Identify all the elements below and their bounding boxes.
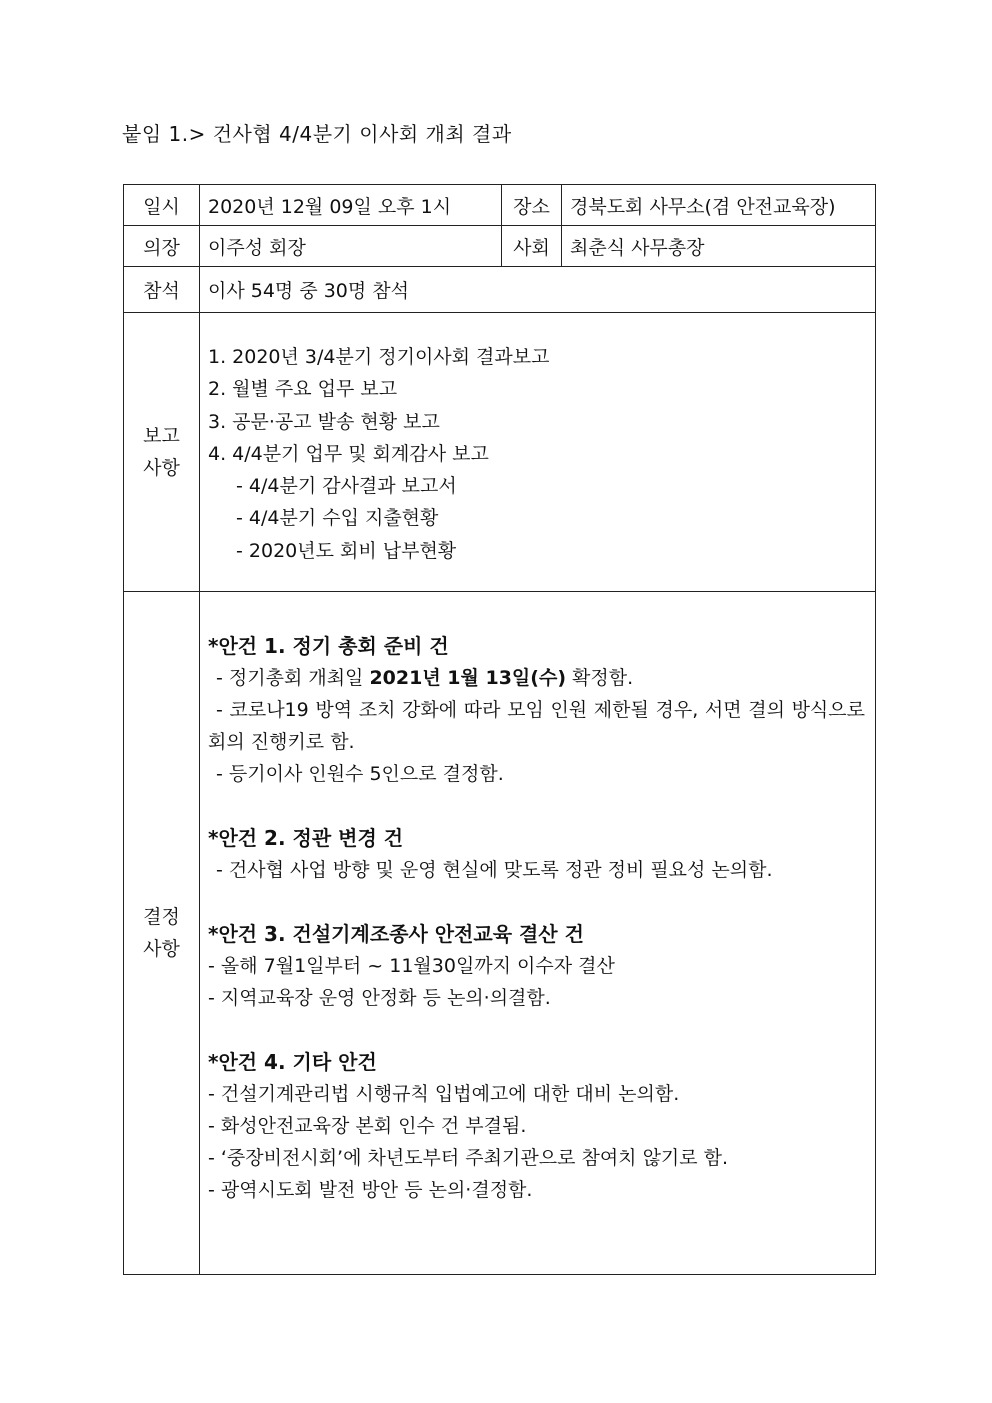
chair-label: 의장	[124, 226, 200, 267]
chair-value: 이주성 회장	[200, 226, 502, 267]
agenda-line	[208, 694, 865, 758]
agenda-title: *안건 2. 정관 변경 건	[208, 826, 404, 851]
report-label-line1: 보고	[143, 425, 180, 448]
agenda-line: - 광역시도회 발전 방안 등 논의·결정함.	[208, 1179, 533, 1202]
report-subitem: - 2020년도 회비 납부현황	[236, 539, 457, 562]
agenda-line-text: 확정함.	[566, 667, 634, 690]
host-label: 사회	[502, 226, 562, 267]
agenda-line: - 등기이사 인원수 5인으로 결정함.	[216, 763, 504, 786]
datetime-value: 2020년 12월 09일 오후 1시	[200, 185, 502, 226]
agenda-line-text: - 코로나19 방역 조치 강화에 따라 모임 인원 제한될 경우, 서면 결의 방식으로 회의 진행키로 함.	[208, 699, 865, 754]
agenda-line-text: - 정기총회 개최일	[216, 667, 370, 690]
agenda-line-text: - 건사협 사업 방향 및 운영 현실에 맞도록 정관 정비 필요성 논의함.	[216, 859, 773, 882]
attend-label: 참석	[124, 267, 200, 313]
host-value: 최춘식 사무총장	[562, 226, 876, 267]
attendance-row	[124, 267, 876, 313]
decision-label-line1: 결정	[143, 906, 180, 929]
page-title: 붙임 1.> 건사협 4/4분기 이사회 개최 결과	[122, 122, 512, 146]
chair-host-row	[124, 226, 876, 267]
agenda-line	[208, 662, 865, 694]
decision-label-line2: 사항	[143, 938, 180, 961]
attend-value: 이사 54명 중 30명 참석	[200, 267, 876, 313]
agenda-title: *안건 4. 기타 안건	[208, 1050, 377, 1075]
report-item: 3. 공문·공고 발송 현황 보고	[208, 410, 440, 433]
agenda-line: - 화성안전교육장 본회 인수 건 부결됨.	[208, 1115, 527, 1138]
report-item: 2. 월별 주요 업무 보고	[208, 378, 398, 401]
report-label-line2: 사항	[143, 457, 180, 480]
agenda-line: - ‘중장비전시회’에 차년도부터 주최기관으로 참여치 않기로 함.	[208, 1147, 729, 1170]
decision-content	[200, 592, 876, 1275]
report-label	[124, 313, 200, 592]
agenda-2	[208, 822, 865, 886]
place-label: 장소	[502, 185, 562, 226]
datetime-place-row	[124, 185, 876, 226]
report-row	[124, 313, 876, 592]
decision-row	[124, 592, 876, 1275]
agenda-line: - 올해 7월1일부터 ~ 11월30일까지 이수자 결산	[208, 955, 615, 978]
report-item: 4. 4/4분기 업무 및 회계감사 보고	[208, 442, 489, 465]
decision-label	[124, 592, 200, 1275]
report-content	[200, 313, 876, 592]
report-subitem: - 4/4분기 감사결과 보고서	[236, 475, 457, 498]
agenda-title: *안건 3. 건설기계조종사 안전교육 결산 건	[208, 922, 584, 947]
agenda-title: *안건 1. 정기 총회 준비 건	[208, 634, 449, 659]
agenda-1	[208, 630, 865, 790]
agenda-4	[208, 1046, 865, 1206]
agenda-line: - 건설기계관리법 시행규칙 입법예고에 대한 대비 논의함.	[208, 1083, 680, 1106]
agenda-line: - 지역교육장 운영 안정화 등 논의·의결함.	[208, 987, 551, 1010]
datetime-label: 일시	[124, 185, 200, 226]
place-value: 경북도회 사무소(겸 안전교육장)	[562, 185, 876, 226]
meeting-date-highlight: 2021년 1월 13일(수)	[369, 667, 567, 690]
report-subitem: - 4/4분기 수입 지출현황	[236, 507, 439, 530]
agenda-line	[208, 854, 865, 886]
agenda-3	[208, 918, 865, 1014]
meeting-minutes-table	[123, 184, 876, 1275]
report-item: 1. 2020년 3/4분기 정기이사회 결과보고	[208, 346, 550, 368]
